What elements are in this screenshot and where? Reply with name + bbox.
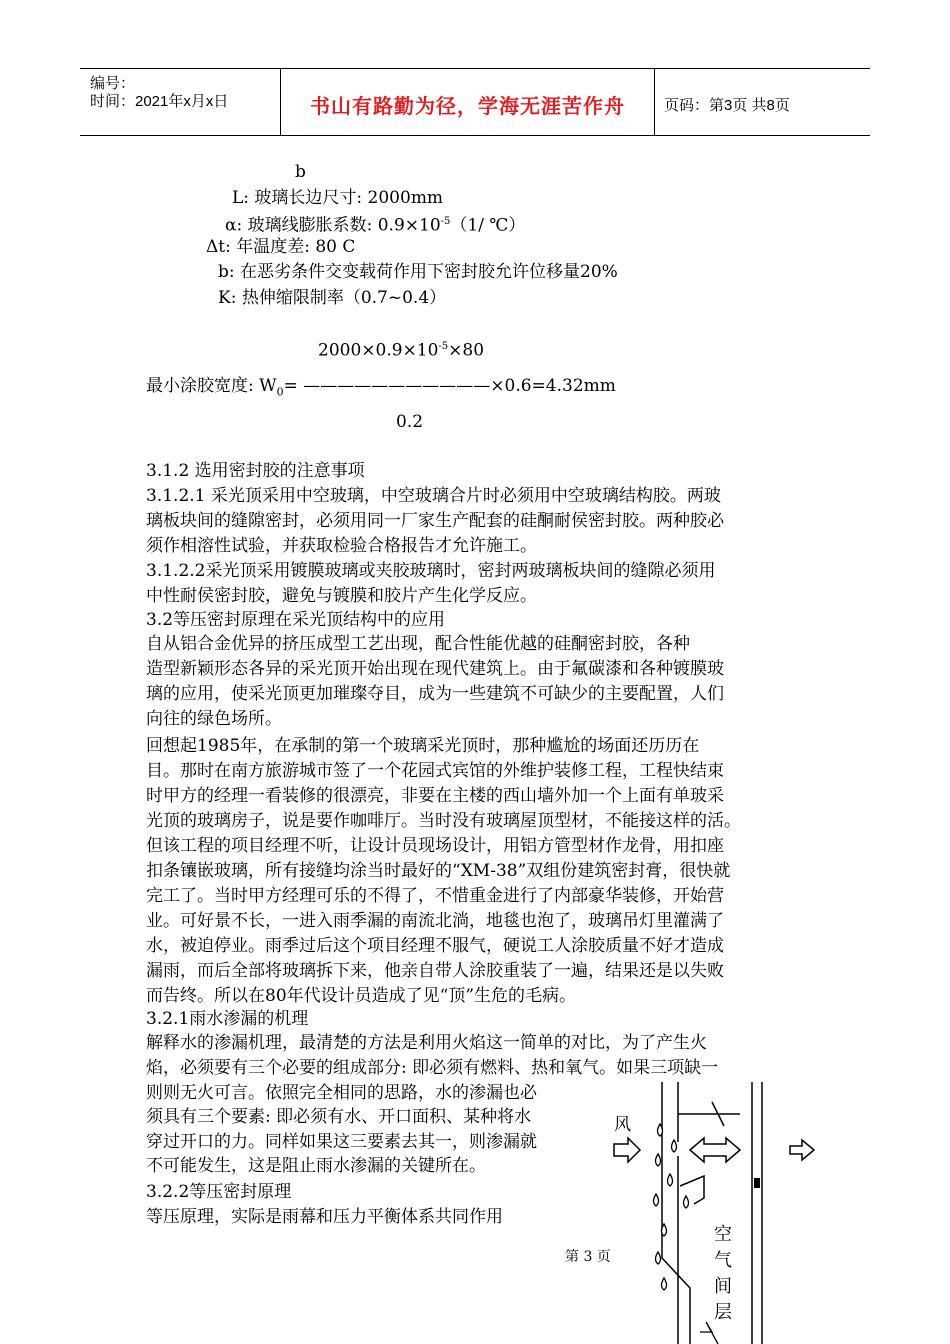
formula-line: 最小涂胶宽度: $W_0=$ ———————————×0.6=4.32mm xyxy=(146,376,616,399)
var-dt: Δt: 年温度差: 80 C xyxy=(206,237,356,257)
text-line: 光顶的玻璃房子，说是要作咖啡厅。当时没有玻璃屋顶型材，不能接这样的活。 xyxy=(146,811,741,831)
text-line: 璃板块间的缝隙密封，必须用同一厂家生产配套的硅酮耐侯密封胶。两种胶必 xyxy=(146,511,724,531)
page-info: 页码：第3页 共8页 xyxy=(664,97,790,114)
header-divider-left xyxy=(280,68,281,136)
outer-wall-left xyxy=(662,1082,690,1344)
page-header xyxy=(80,68,870,136)
text-line: 业。可好景不长，一进入雨季漏的南流北淌，地毯也泡了，玻璃吊灯里灌满了 xyxy=(146,911,724,931)
wind-arrow-icon xyxy=(614,1138,640,1162)
text-line: 3.2.2等压密封原理 xyxy=(146,1182,292,1202)
text-line: 扣条镶嵌玻璃，所有接缝均涂当时最好的“XM-38”双组份建筑密封膏，很快就 xyxy=(146,861,731,881)
text-line: 3.2等压密封原理在采光顶结构中的应用 xyxy=(146,610,446,630)
doc-number-label: 编号： xyxy=(90,75,136,92)
text-line: 漏雨，而后全部将玻璃拆下来，他亲自带人涂胶重装了一遍，结果还是以失败 xyxy=(146,961,724,981)
text-line: 但该工程的项目经理不听，让设计员现场设计，用铝方管型材作龙骨，用扣座 xyxy=(146,836,724,856)
raindrop-icon xyxy=(654,1194,659,1206)
var-b: b: 在恶劣条件交变载荷作用下密封胶允许位移量20% xyxy=(218,262,618,282)
header-divider-right xyxy=(654,68,655,136)
text-line: 回想起1985年，在承制的第一个玻璃采光顶时，那种尴尬的场面还历历在 xyxy=(146,736,700,756)
raindrops xyxy=(654,1124,689,1290)
raindrop-icon xyxy=(672,1140,677,1152)
text-line: 等压原理，实际是雨幕和压力平衡体系共同作用 xyxy=(146,1207,503,1227)
text-line: 璃的应用，使采光顶更加璀璨夺目，成为一些建筑不可缺少的主要配置，人们 xyxy=(146,684,724,704)
air-layer-char: 间 xyxy=(714,1276,732,1297)
inner-wall xyxy=(752,1082,762,1344)
text-line: 穿过开口的力。同样如果这三要素去其一，则渗漏就 xyxy=(146,1132,537,1152)
formula-denominator: 0.2 xyxy=(396,412,424,432)
doc-time-label: 时间：2021年x月x日 xyxy=(90,93,229,110)
wind-label: 风 xyxy=(614,1115,631,1135)
text-line: 须作相溶性试验，并获取检验合格报告才允许施工。 xyxy=(146,536,537,556)
text-line: 焰，必须要有三个必要的组成部分: 即必须有燃料、热和氧气。如果三项缺一 xyxy=(146,1058,719,1078)
text-line: 不可能发生，这是阻止雨水渗漏的关键所在。 xyxy=(146,1156,486,1176)
text-line: 向往的绿色场所。 xyxy=(146,709,282,729)
air-layer-char: 层 xyxy=(714,1302,732,1323)
text-line: 时甲方的经理一看装修的很漂亮，非要在主楼的西山墙外加一个上面有单玻采 xyxy=(146,786,724,806)
text-line: 解释水的渗漏机理，最清楚的方法是利用火焰这一简单的对比，为了产生火 xyxy=(146,1033,707,1053)
text-line: 3.2.1雨水渗漏的机理 xyxy=(146,1009,309,1029)
break-mark-top xyxy=(678,1102,740,1126)
var-K: K: 热伸缩限制率（0.7~0.4） xyxy=(218,288,447,308)
header-top-rule xyxy=(80,68,870,69)
raindrop-icon xyxy=(656,1252,661,1264)
text-line: 水，被迫停业。雨季过后这个项目经理不服气，硬说工人涂胶质量不好才造成 xyxy=(146,936,724,956)
raindrop-icon xyxy=(658,1124,663,1136)
text-line: 中性耐侯密封胶，避免与镀膜和胶片产生化学反应。 xyxy=(146,586,537,606)
formula-numerator: $2000\times 0.9\times 10^{-5}\times 80$ xyxy=(318,340,485,361)
header-bottom-rule xyxy=(80,135,870,136)
text-line: 3.1.2 选用密封胶的注意事项 xyxy=(146,461,365,481)
header-motto: 书山有路勤为径，学海无涯苦作舟 xyxy=(310,94,625,118)
raindrop-icon xyxy=(662,1224,667,1236)
text-line: 则则无火可言。依照完全相同的思路，水的渗漏也必 xyxy=(146,1083,537,1103)
break-mark-bottom xyxy=(700,1322,718,1344)
pressure-equalization-diagram xyxy=(600,1082,840,1344)
text-line: 3.1.2.1 采光顶采用中空玻璃，中空玻璃合片时必须用中空玻璃结构胶。两玻 xyxy=(146,486,721,506)
b-symbol: b xyxy=(295,162,306,182)
text-line: 3.1.2.2采光顶采用镀膜玻璃或夹胶玻璃时，密封两玻璃板块间的缝隙必须用 xyxy=(146,561,716,581)
raindrop-icon xyxy=(662,1278,667,1290)
raindrop-icon xyxy=(668,1174,673,1186)
var-alpha: α: 玻璃线膨胀系数: $0.9\times 10^{-5}(1/$ ℃） xyxy=(225,215,526,236)
text-line: 须具有三个要素: 即必须有水、开口面积、某种将水 xyxy=(146,1107,532,1127)
pressure-arrow-icon xyxy=(690,1138,740,1162)
text-line: 造型新颖形态各异的采光顶开始出现在现代建筑上。由于氟碳漆和各种镀膜玻 xyxy=(146,659,724,679)
page-footer: 第 3 页 xyxy=(565,1249,611,1265)
air-layer-char: 气 xyxy=(714,1250,732,1271)
text-line: 而告终。所以在80年代设计员造成了见“顶”生危的毛病。 xyxy=(146,986,577,1006)
text-line: 完工了。当时甲方经理可乐的不得了，不惜重金进行了内部豪华装修，开始营 xyxy=(146,886,724,906)
seal-block xyxy=(754,1178,760,1188)
var-L: L: 玻璃长边尺寸: 2000mm xyxy=(232,188,444,208)
text-line: 目。那时在南方旅游城市签了一个花园式宾馆的外维护装修工程，工程快结束 xyxy=(146,761,724,781)
raindrop-icon xyxy=(656,1154,661,1166)
air-layer-char: 空 xyxy=(714,1224,732,1245)
interior-arrow-icon xyxy=(790,1140,814,1160)
raindrop-icon xyxy=(684,1196,689,1208)
text-line: 自从铝合金优异的挤压成型工艺出现，配合性能优越的硅酮密封胶，各种 xyxy=(146,634,690,654)
